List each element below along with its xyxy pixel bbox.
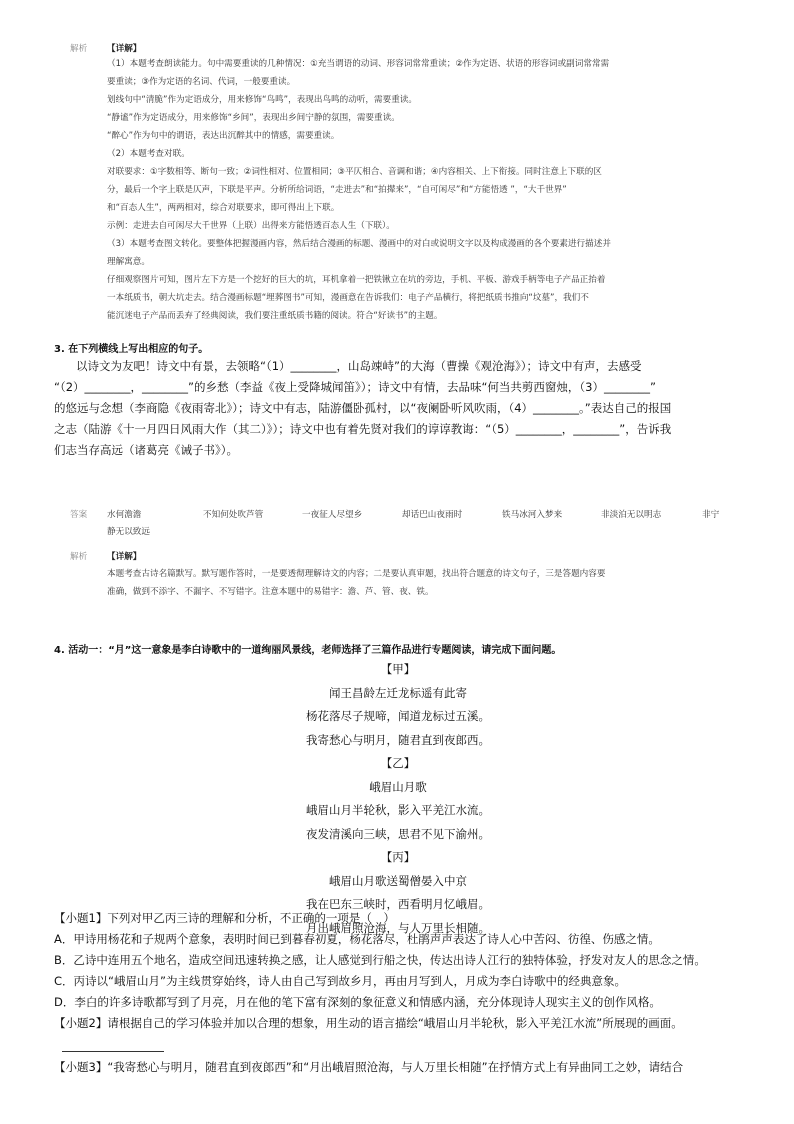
option-d[interactable]: D．李白的许多诗歌都写到了月亮，月在他的笔下富有深刻的象征意义和情感内涵，充分体现诗人现实主义的创作风格。 — [54, 995, 661, 1009]
poem-title: 峨眉山月歌送蜀僧晏入中京 — [329, 873, 467, 888]
answer-item: 非宁 — [702, 510, 720, 520]
analysis-body — [107, 565, 605, 601]
question-line: 之志（陆游《十一月四日风雨大作（其二）》）；诗文中也有着先贤对我们的谆谆教诲：“（5）________，________”，告诉我 — [54, 422, 672, 436]
answer-line — [62, 1051, 164, 1052]
poem-mark: 【丙】 — [380, 850, 416, 864]
option-c[interactable]: C．丙诗以“峨眉山月”为主线贯穿始终，诗人由自己写到故乡月，再由月写到人，月成为李白诗歌中的经典意象。 — [54, 974, 626, 988]
poem-title: 峨眉山月歌 — [369, 779, 427, 794]
option-b[interactable]: B．乙诗中连用五个地名，造成空间迅速转换之感，让人感觉到行船之快，传达出诗人江行的独特体验，抒发对友人的思念之情。 — [54, 953, 706, 967]
analysis-line: 和“百态人生”，两两相对，综合对联要求，即可得出上下联。 — [107, 203, 340, 213]
analysis-line: 准确，做到不添字、不漏字、不写错字。注意本题中的易错字：澹、芦、管、夜、铁。 — [107, 587, 434, 597]
poem-line: 我在巴东三峡时，西看明月忆峨眉。 — [306, 897, 490, 911]
analysis-line: 本题考查古诗名篇默写。默写题作答时，一是要透彻理解诗文的内容；二是要认真审题，找出符合题意的诗文句子，三是答题内容要 — [107, 569, 606, 579]
analysis-line: 能沉迷电子产品而丢弃了经典阅读，我们要注重纸质书籍的阅读。符合“好读书”的主题。 — [107, 311, 443, 321]
poem-mark: 【甲】 — [380, 662, 416, 676]
subquestion-2-stem: 【小题2】请根据自己的学习体验并加以合理的想象，用生动的语言描绘“峨眉山月半轮秋，影入平羌江水流”所展现的画面。 — [54, 1016, 683, 1030]
analysis-line: 仔细观察图片可知，图片左下方是一个挖好的巨大的坑，耳机拿着一把铁锹立在坑的旁边，手机、平板、游戏手柄等电子产品正抬着 — [107, 275, 606, 285]
analysis-line: “静谧”作为定语成分，用来修饰“乡间”，表现出乡间宁静的氛围，需要重读。 — [107, 113, 400, 123]
answer-item: 水何澹澹 — [107, 510, 142, 520]
answer-item: 静无以致远 — [107, 527, 150, 537]
answer-item: 一夜征人尽望乡 — [302, 510, 363, 520]
analysis-label: 解析 — [70, 552, 88, 562]
poem-line: 杨花落尽子规啼，闻道龙标过五溪。 — [306, 709, 490, 723]
analysis-line: （1）本题考查朗读能力。句中需要重读的几种情况：①充当谓语的动词、形容词常常重读；②作为定语、状语的形容词或副词常常需 — [107, 59, 610, 69]
analysis-line: “醉心”作为句中的谓语，表达出沉醉其中的情感，需要重读。 — [107, 131, 340, 141]
answer-label: 答案 — [70, 510, 88, 520]
poem-line: 月出峨眉照沧海，与人万里长相随。 — [306, 920, 490, 935]
analysis-line: 对联要求：①字数相等、断句一致；②词性相对、位置相同；③平仄相合、音调和谐；④内容相关、上下衔接。同时注意上下联的区 — [107, 167, 602, 177]
analysis-line: （2）本题考查对联。 — [107, 149, 190, 159]
question-line: 的悠远与念想（李商隐《夜雨寄北》）；诗文中有志，陆游僵卧孤村，以“夜阑卧听风吹雨，（4）________。”表达自己的报国 — [54, 401, 672, 415]
poem-mark: 【乙】 — [380, 756, 416, 770]
analysis-tag: 【详解】 — [107, 552, 142, 562]
question-3-title: 3. 在下列横线上写出相应的句子。 — [54, 344, 209, 355]
poem-line: 峨眉山月半轮秋，影入平羌江水流。 — [306, 803, 490, 817]
answer-item: 铁马冰河入梦来 — [502, 510, 563, 520]
analysis-line: （3）本题考查图文转化。要整体把握漫画内容，然后结合漫画的标题、漫画中的对白或说明文字以及构成漫画的各个要素进行描述并 — [107, 239, 611, 249]
analysis-line: 理解寓意。 — [107, 257, 150, 267]
question-line: 以诗文为友吧！诗文中有景，去领略“（1）________，山岛竦峙”的大海（曹操《观沧海》）；诗文中有声，去感受 — [76, 359, 642, 373]
poem-line: 我寄愁心与明月，随君直到夜郎西。 — [306, 732, 490, 747]
answer-item: 非淡泊无以明志 — [601, 510, 662, 520]
answer-item: 却话巴山夜雨时 — [402, 510, 463, 520]
question-3-body — [54, 356, 671, 461]
subquestion-1-stem: 【小题1】下列对甲乙丙三诗的理解和分析，不正确的一项是（ ） — [54, 911, 395, 925]
question-4-title: 4. 活动一：“月”这一意象是李白诗歌中的一道绚丽风景线，老师选择了三篇作品进行专题阅读，请完成下面问题。 — [54, 645, 562, 656]
question-line: “（2）________，________”的乡愁（李益《夜上受降城闻笛》）；诗文中有情，去品味“何当共剪西窗烛，（3）________” — [54, 380, 656, 394]
analysis-label: 解析 — [70, 44, 88, 54]
answer-item: 不知何处吹芦管 — [203, 510, 264, 520]
poem-line: 夜发清溪向三峡，思君不见下渝州。 — [306, 826, 490, 841]
poem-title: 闻王昌龄左迁龙标遥有此寄 — [329, 685, 467, 700]
analysis-body — [107, 55, 611, 325]
poem-jia — [248, 658, 548, 940]
analysis-line: 划线句中“清脆”作为定语成分，用来修饰“鸟鸣”，表现出鸟鸣的动听，需要重读。 — [107, 95, 417, 105]
analysis-line: 示例：走进去自可闲尽大千世界（上联）出得来方能悟透百态人生（下联）。 — [107, 221, 395, 231]
analysis-line: 一本纸质书，朝大坑走去。结合漫画标题“埋葬图书”可知，漫画意在告诉我们：电子产品横行，将把纸质书推向“坟墓”，我们不 — [107, 293, 589, 303]
option-a[interactable]: A．甲诗用杨花和子规两个意象，表明时间已到暮春初夏，杨花落尽，杜鹃声声表达了诗人心中苦闷、彷徨、伤感之情。 — [54, 932, 660, 946]
subquestion-1 — [54, 908, 706, 1034]
analysis-tag: 【详解】 — [107, 44, 142, 54]
analysis-line: 要重读；③作为定语的名词、代词，一般要重读。 — [107, 77, 296, 87]
analysis-line: 分，最后一个字上联是仄声，下联是平声。分析所给词语，“走进去”和“拍撵来”，“自可闲尽”和“方能悟透 ”，“大千世界” — [107, 185, 567, 195]
subquestion-3-stem: 【小题3】“我寄愁心与明月，随君直到夜郎西”和“月出峨眉照沧海，与人万里长相随”在抒情方式上有异曲同工之妙，请结合 — [54, 1060, 684, 1074]
question-line: 们志当存高远（诸葛亮《诫子书》）。 — [54, 443, 238, 457]
